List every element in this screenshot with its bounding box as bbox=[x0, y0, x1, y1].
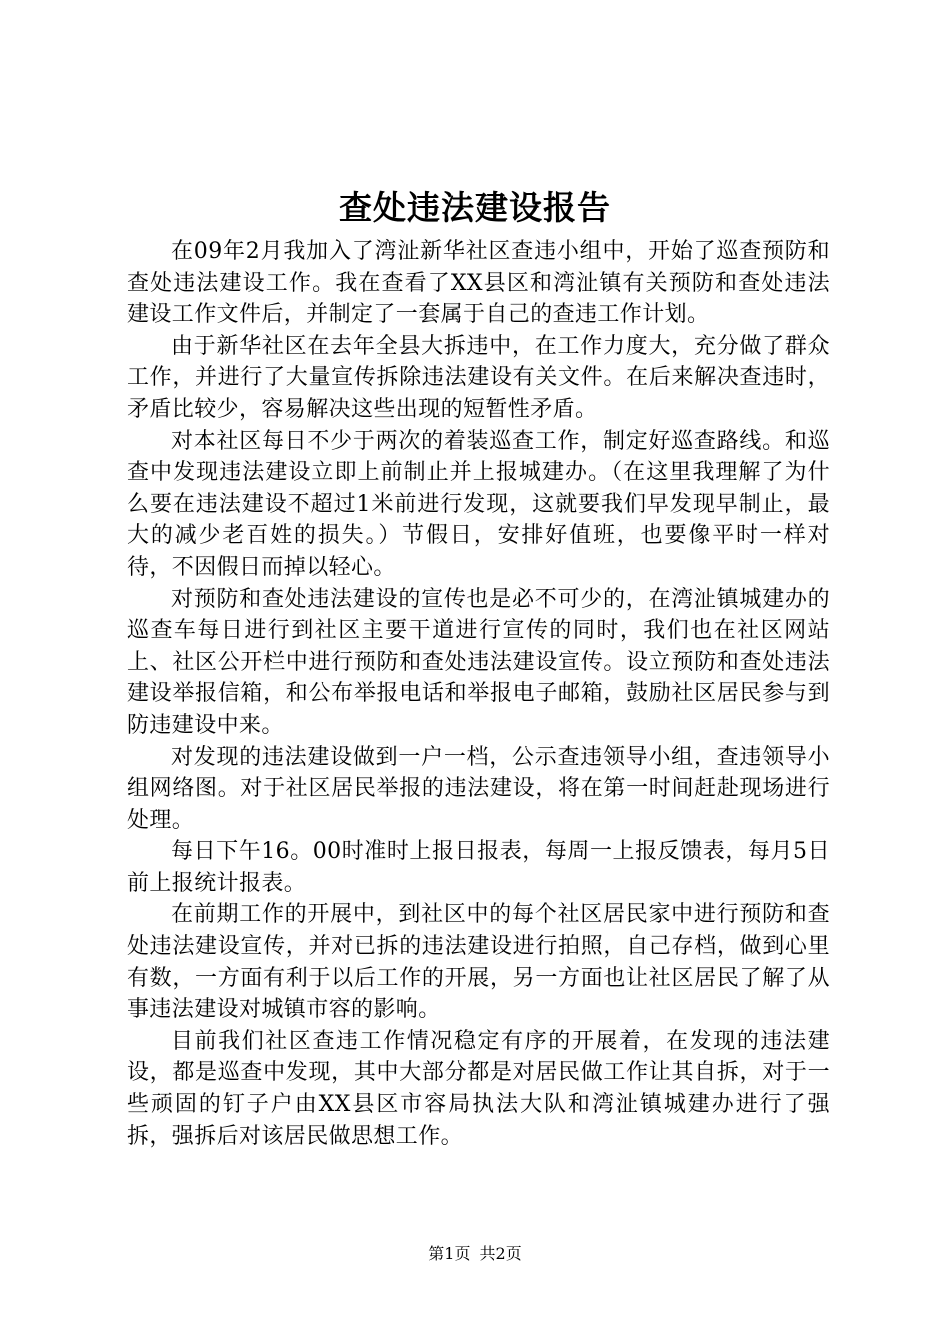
paragraph: 对发现的违法建设做到一户一档，公示查违领导小组，查违领导小组网络图。对于社区居民举报的违法建设，将在第一时间赶赴现场进行处理。 bbox=[127, 744, 830, 833]
page-number: 第1页 bbox=[428, 1244, 471, 1263]
paragraph: 目前我们社区查违工作情况稳定有序的开展着，在发现的违法建设，都是巡查中发现，其中大部分都是对居民做工作让其自拆，对于一些顽固的钉子户由XX县区市容局执法大队和湾沚镇城建办进行了强拆，强拆后对该居民做思想工作。 bbox=[127, 1028, 830, 1149]
paragraph: 在前期工作的开展中，到社区中的每个社区居民家中进行预防和查处违法建设宣传，并对已拆的违法建设进行拍照，自己存档，做到心里有数，一方面有利于以后工作的开展，另一方面也让社区居民了解了从事违法建设对城镇市容的影响。 bbox=[127, 902, 830, 1023]
paragraph: 对预防和查处违法建设的宣传也是必不可少的，在湾沚镇城建办的巡查车每日进行到社区主要干道进行宣传的同时，我们也在社区网站上、社区公开栏中进行预防和查处违法建设宣传。设立预防和查处违法建设举报信箱，和公布举报电话和举报电子邮箱，鼓励社区居民参与到防违建设中来。 bbox=[127, 586, 830, 738]
document-title: 查处违法建设报告 bbox=[339, 188, 611, 227]
paragraph: 每日下午16。00时准时上报日报表，每周一上报反馈表，每月5日前上报统计报表。 bbox=[127, 839, 830, 896]
document-body bbox=[127, 236, 830, 1152]
paragraph: 由于新华社区在去年全县大拆违中，在工作力度大，充分做了群众工作，并进行了大量宣传拆除违法建设有关文件。在后来解决查违时，矛盾比较少，容易解决这些出现的短暂性矛盾。 bbox=[127, 333, 830, 422]
page-footer bbox=[0, 1243, 950, 1265]
page-total: 共2页 bbox=[479, 1244, 522, 1263]
paragraph: 对本社区每日不少于两次的着装巡查工作，制定好巡查路线。和巡查中发现违法建设立即上前制止并上报城建办。（在这里我理解了为什么要在违法建设不超过1米前进行发现，这就要我们早发现早制止，最大的减少老百姓的损失。）节假日，安排好值班，也要像平时一样对待，不因假日而掉以轻心。 bbox=[127, 428, 830, 580]
paragraph: 在09年2月我加入了湾沚新华社区查违小组中，开始了巡查预防和查处违法建设工作。我在查看了XX县区和湾沚镇有关预防和查处违法建设工作文件后，并制定了一套属于自己的查违工作计划。 bbox=[127, 239, 830, 328]
